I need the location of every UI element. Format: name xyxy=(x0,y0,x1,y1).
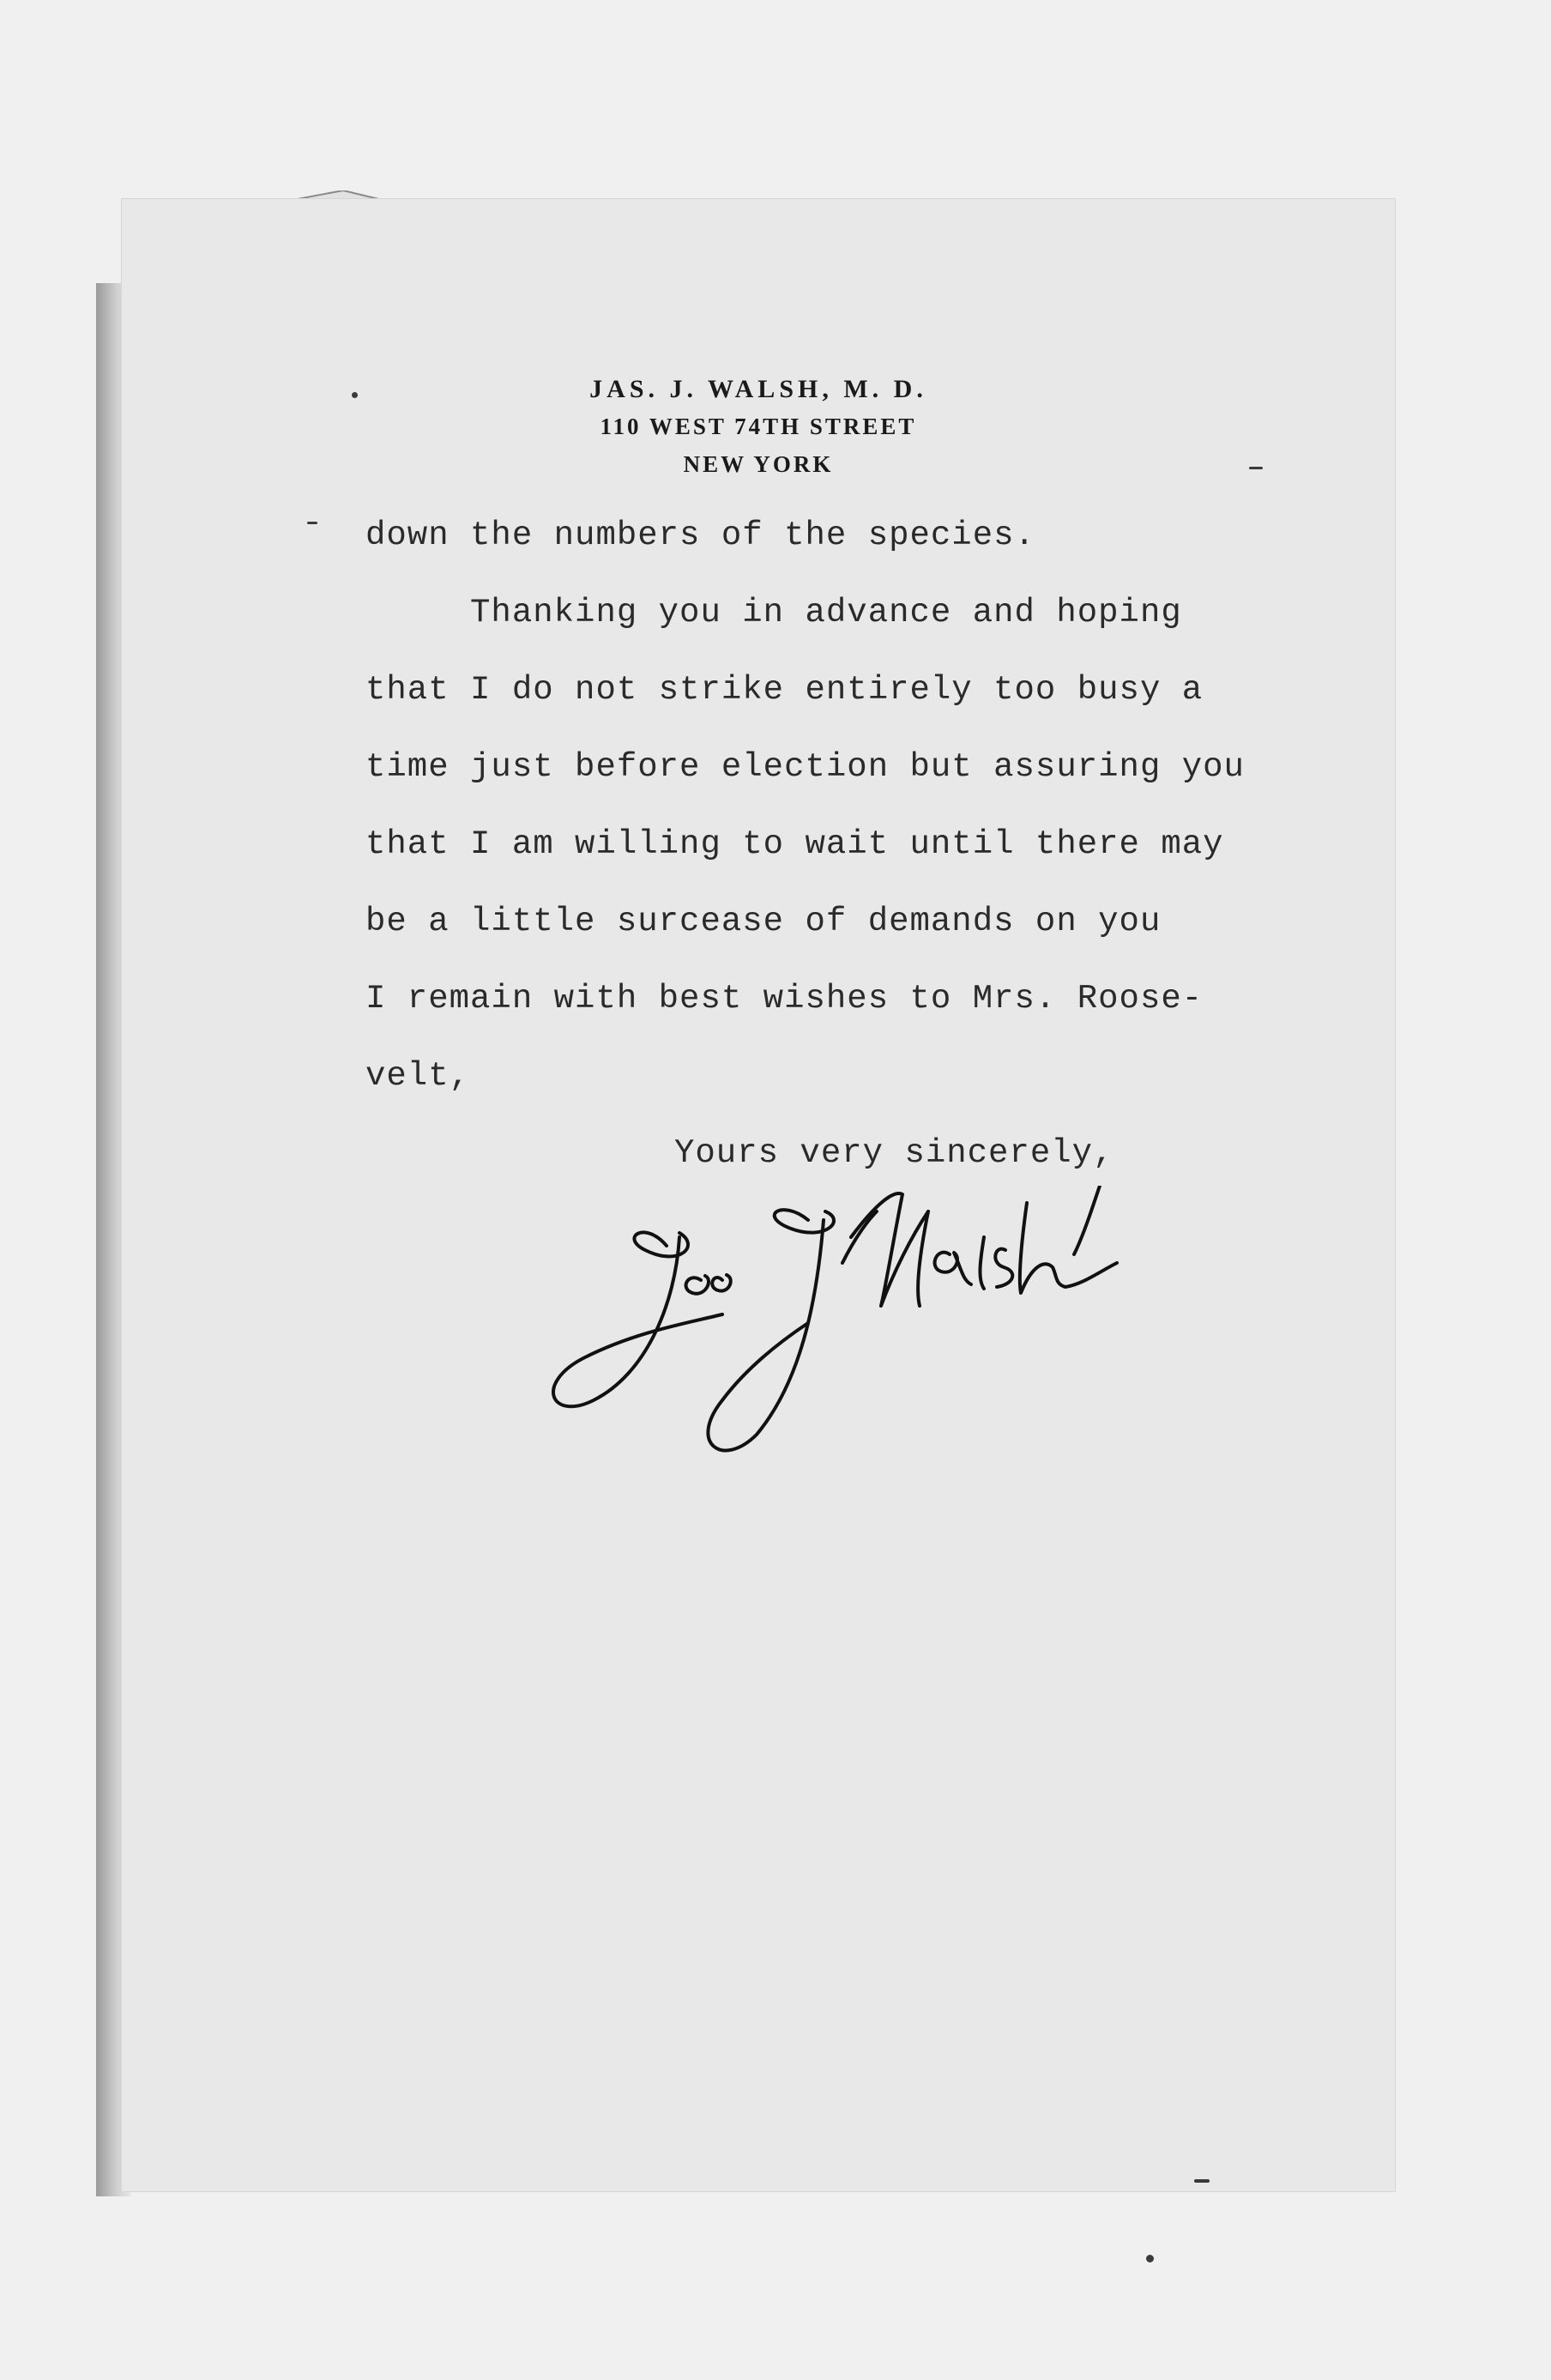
body-line: Thanking you in advance and hoping xyxy=(365,594,1182,631)
body-line: that I do not strike entirely too busy a xyxy=(365,671,1204,709)
speck xyxy=(307,522,317,524)
handwritten-signature xyxy=(551,1186,1151,1469)
body-line: time just before election but assuring you xyxy=(365,748,1245,786)
body-line: I remain with best wishes to Mrs. Roose- xyxy=(365,980,1204,1018)
body-line: velt, xyxy=(365,1057,471,1095)
speck xyxy=(1146,2255,1154,2262)
letterhead-city: NEW YORK xyxy=(683,451,834,477)
closing: Yours very sincerely, xyxy=(674,1134,1114,1172)
body-line: be a little surcease of demands on you xyxy=(365,903,1162,940)
speck xyxy=(352,392,358,398)
body-line: that I am willing to wait until there may xyxy=(365,825,1224,863)
speck xyxy=(1249,467,1263,469)
letter-page xyxy=(122,199,1395,2191)
speck xyxy=(1194,2179,1210,2183)
body-line: down the numbers of the species. xyxy=(365,516,1035,554)
letterhead-name: JAS. J. WALSH, M. D. xyxy=(589,375,927,403)
letterhead-street: 110 WEST 74TH STREET xyxy=(600,414,917,439)
